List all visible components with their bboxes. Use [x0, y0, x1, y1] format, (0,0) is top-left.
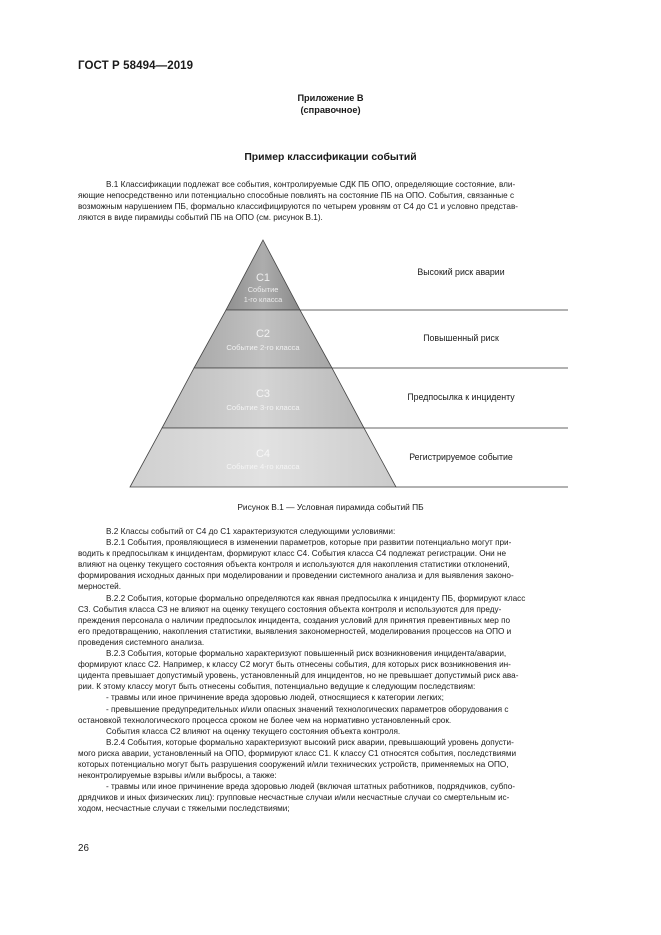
pyramid-level-c2: [194, 310, 332, 368]
paragraph-v2: В.2 Классы событий от С4 до С1 характеризуются следующими условиями:: [106, 527, 396, 536]
text-line: формируют класс С2. Например, к классу С2 могут быть отнесены события, для которых риск возникновения ин-: [78, 660, 511, 670]
text-line: формирования исходных данных при моделировании и проведении системного анализа и для выявления законо-: [78, 571, 514, 581]
level-subtitle: Событие 4-го класса: [226, 462, 300, 471]
bullet-item: - травмы или иное причинение вреда здоровью людей, относящиеся к категории легких;: [106, 693, 444, 703]
level-code: С4: [255, 448, 271, 460]
level-label-c2: Повышенный риск: [423, 333, 499, 343]
text-line: которых потенциально могут быть разрушения сооружений и/или технических устройств, применяемых на ОПО,: [78, 759, 509, 769]
text-line: проведения системного анализа.: [78, 637, 205, 647]
text-line: дрядчиков и иных физических лиц): групповые несчастные случаи и/или несчастные случаи со смертельным ис-: [78, 793, 510, 803]
level-subtitle: Событие 3-го класса: [226, 403, 300, 412]
pyramid-level-c4: [130, 428, 396, 487]
text-line: - превышение предупредительных и/или опасных значений технологических параметров оборудования с: [106, 704, 509, 714]
text-line: мого риска аварии, установленный на ОПО, формируют класс С1. К классу С1 относятся события, последствиями: [78, 748, 517, 758]
text-line: - травмы или иное причинение вреда здоровью людей (включая штатных работников, подрядчиков, субпо-: [106, 782, 516, 792]
text-line: цидента превышает допустимый уровень, установленный для инцидентов, но не превышает допустимый риск ава-: [78, 671, 519, 681]
level-code: С3: [255, 388, 271, 400]
standard-number: ГОСТ Р 58494—2019: [78, 60, 194, 72]
text-line: водить к предпосылкам к инцидентам, формируют класс С4. События класса С4 подлежат регистрации. Они не: [78, 549, 507, 559]
intro-line: В.1 Классификации подлежат все события, контролируемые СДК ПБ ОПО, определяющие состояние, вли-: [106, 180, 516, 189]
text-line: мерностей.: [78, 582, 121, 592]
text-line: влияют на оценку текущего состояния объекта контроля и используются для накопления статистики отклонений,: [78, 560, 510, 570]
text-line: рии. К этому классу могут быть отнесены события, потенциально ведущие к следующим последствиям:: [78, 682, 476, 692]
text-line: С3. События класса С3 не влияют на оценку текущего состояния объекта контроля и используются для преду-: [78, 604, 502, 614]
body-text: [78, 526, 615, 814]
paragraph-v24: [78, 737, 615, 781]
paragraph-c2: События класса С2 влияют на оценку текущего состояния объекта контроля.: [106, 726, 401, 736]
text-line: В.2.1 События, проявляющиеся в изменении параметров, которые при развитии потенциально могут при-: [106, 538, 512, 548]
level-code: С2: [255, 328, 271, 340]
section-title: Пример классификации событий: [244, 152, 417, 163]
text-line: В.2.4 События, которые формально характеризуют высокий риск аварии, превышающий уровень допусти-: [106, 737, 514, 747]
pyramid-level-c3: [162, 368, 364, 428]
text-line: В.2.2 События, которые формально определяются как явная предпосылка к инциденту ПБ, формируют класс: [106, 593, 526, 603]
intro-line: ляются в виде пирамиды событий ПБ на ОПО (см. рисунок В.1).: [78, 213, 323, 223]
level-subtitle: Событие: [247, 285, 279, 294]
page-number: 26: [78, 843, 89, 854]
intro-line: яющие непосредственно или потенциально способные повлиять на состояние ПБ на ОПО. События, связанные с: [78, 191, 515, 201]
appendix-title: Приложение В: [297, 93, 364, 103]
paragraph-v21: [78, 537, 615, 592]
bullet-item: [78, 704, 615, 726]
paragraph-v22: [78, 593, 615, 648]
text-line: остановкой технологического процесса сроком не более чем на нормативно установленный срок.: [78, 715, 452, 725]
level-label-c4: Регистрируемое событие: [409, 452, 513, 462]
appendix-subtitle: (справочное): [300, 105, 361, 115]
paragraph-v23: [78, 648, 615, 692]
level-code: С1: [255, 272, 271, 284]
text-line: ходом, несчастные случаи с тяжелыми последствиями;: [78, 804, 290, 814]
text-line: преждения персонала о наличии предпосылок инцидента, создания условий для принятия превентивных мер по: [78, 615, 511, 625]
bullet-item: [78, 781, 615, 814]
text-line: В.2.3 События, которые формально характеризуют повышенный риск возникновения инцидента/аварии,: [106, 649, 507, 659]
level-label-c3: Предпосылка к инциденту: [407, 392, 515, 402]
intro-line: возможным нарушением ПБ, формально классифицируются по четырем уровням от С4 до С1 и условно представ-: [78, 202, 519, 212]
level-subtitle: 1-го класса: [243, 295, 283, 304]
level-label-c1: Высокий риск аварии: [417, 267, 505, 277]
level-subtitle: Событие 2-го класса: [226, 343, 300, 352]
pyramid-level-c1: [226, 240, 300, 310]
text-line: неконтролируемые взрывы и/или выбросы, а также:: [78, 771, 277, 781]
figure-caption: Рисунок В.1 — Условная пирамида событий ПБ: [237, 502, 424, 512]
text-line: его предотвращению, накопления статистики, выявления закономерностей, моделирования процессов на ОПО и: [78, 626, 512, 636]
